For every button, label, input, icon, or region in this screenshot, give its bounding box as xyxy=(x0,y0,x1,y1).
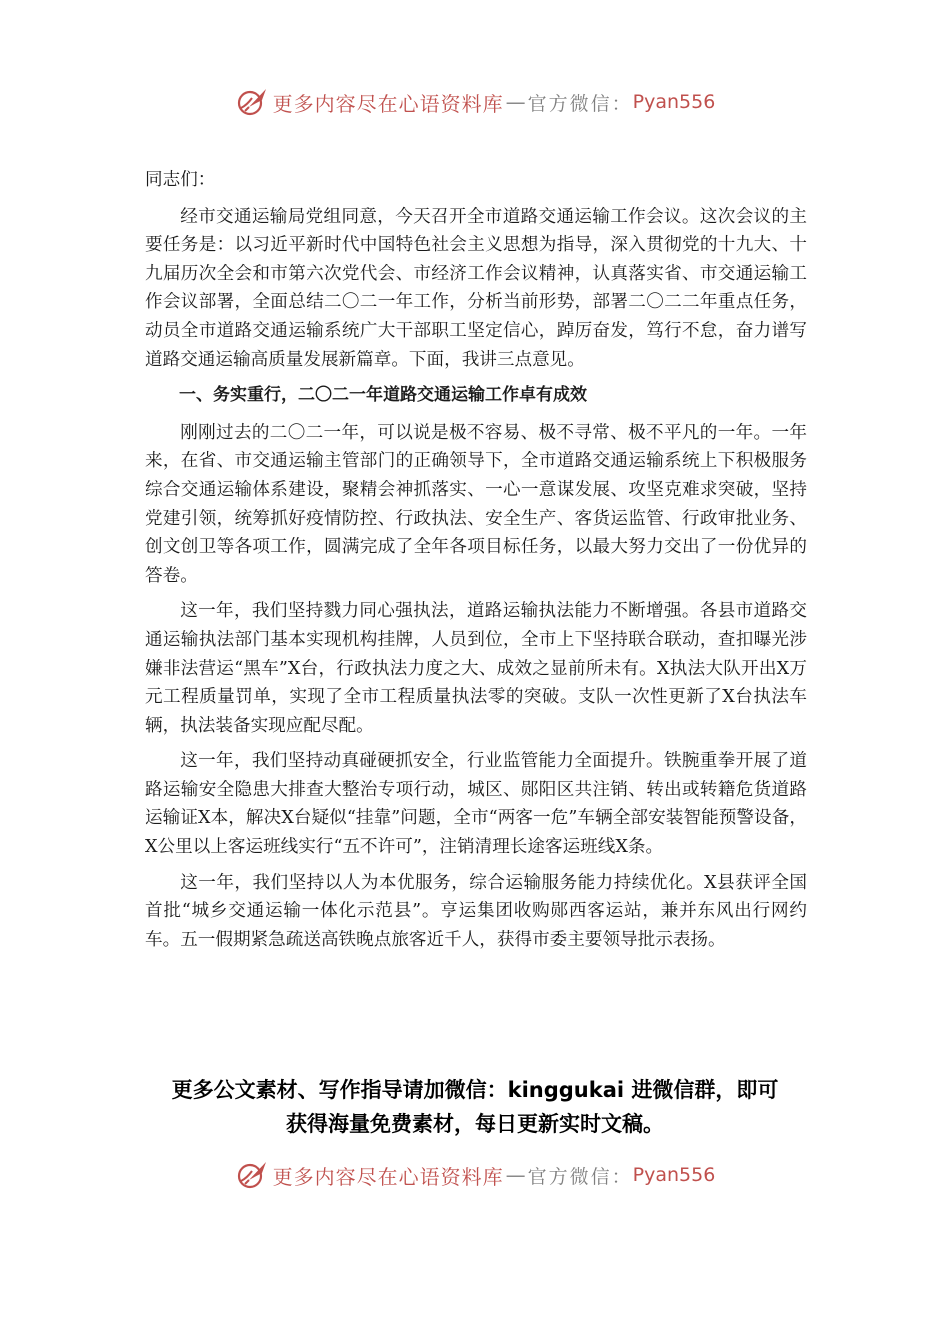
document-body xyxy=(145,166,807,961)
banner-brand-text: 更多内容尽在心语资料库 xyxy=(272,1164,504,1189)
banner-official-label: 官方微信： xyxy=(527,92,633,115)
paragraph-service: 这一年，我们坚持以人为本优服务，综合运输服务能力持续优化。X县获评全国首批“城乡交通运输一体化示范县”。亨运集团收购郧西客运站，兼并东风出行网约车。五一假期紧急疏送高铁晚点旅客近千人，获得市委主要领导批示表扬。 xyxy=(145,872,807,950)
banner-dash: — xyxy=(505,1163,526,1187)
promo-line-2: 获得海量免费素材，每日更新实时文稿。 xyxy=(286,1112,664,1136)
salutation: 同志们： xyxy=(145,170,216,190)
banner-dash: — xyxy=(505,90,526,114)
paragraph-intro: 经市交通运输局党组同意，今天召开全市道路交通运输工作会议。这次会议的主要任务是：以习近平新时代中国特色社会主义思想为指导，深入贯彻党的十九大、十九届历次全会和市第六次党代会、市经济工作会议精神，认真落实省、市交通运输工作会议部署，全面总结二〇二一年工作，分析当前形势，部署二〇二二年重点任务，动员全市道路交通运输系统广大干部职工坚定信心，踔厉奋发，笃行不怠，奋力谱写道路交通运输高质量发展新篇章。下面，我讲三点意见。 xyxy=(145,206,807,370)
section-heading-1: 一、务实重行，二〇二一年道路交通运输工作卓有成效 xyxy=(179,385,587,406)
paragraph-enforcement: 这一年，我们坚持戮力同心强执法，道路运输执法能力不断增强。各县市道路交通运输执法部门基本实现机构挂牌，人员到位，全市上下坚持联合联动，查扣曝光涉嫌非法营运“黑车”X台，行政执法力度之大、成效之显前所未有。X执法大队开出X万元工程质量罚单，实现了全市工程质量执法零的突破。支队一次性更新了X台执法车辆，执法装备实现应配尽配。 xyxy=(145,601,807,736)
quill-pen-icon xyxy=(235,1158,269,1192)
footer-banner xyxy=(0,1155,950,1195)
banner-wechat-id: Pyan556 xyxy=(632,1164,716,1186)
paragraph-review: 刚刚过去的二〇二一年，可以说是极不容易、极不寻常、极不平凡的一年。一年来，在省、市交通运输主管部门的正确领导下，全市道路交通运输系统上下积极服务综合交通运输体系建设，聚精会神抓落实、一心一意谋发展、攻坚克难求突破，坚持党建引领，统筹抓好疫情防控、行政执法、安全生产、客货运监管、行政审批业务、创文创卫等各项工作，圆满完成了全年各项目标任务，以最大努力交出了一份优异的答卷。 xyxy=(145,422,807,586)
banner-official-label: 官方微信： xyxy=(527,1165,633,1188)
paragraph-safety: 这一年，我们坚持动真碰硬抓安全，行业监管能力全面提升。铁腕重拳开展了道路运输安全隐患大排查大整治专项行动，城区、郧阳区共注销、转出或转籍危货道路运输证X本，解决X台疑似“挂靠”问题，全市“两客一危”车辆全部安装智能预警设备，X公里以上客运班线实行“五不许可”，注销清理长途客运班线X条。 xyxy=(145,751,807,858)
banner-wechat-id: Pyan556 xyxy=(632,91,716,113)
header-banner xyxy=(0,82,950,122)
banner-brand-text: 更多内容尽在心语资料库 xyxy=(272,91,504,116)
quill-pen-icon xyxy=(235,85,269,119)
promo-line-1: 更多公文素材、写作指导请加微信：kinggukai 进微信群，即可 xyxy=(171,1078,779,1102)
promo-notice xyxy=(100,1073,850,1141)
